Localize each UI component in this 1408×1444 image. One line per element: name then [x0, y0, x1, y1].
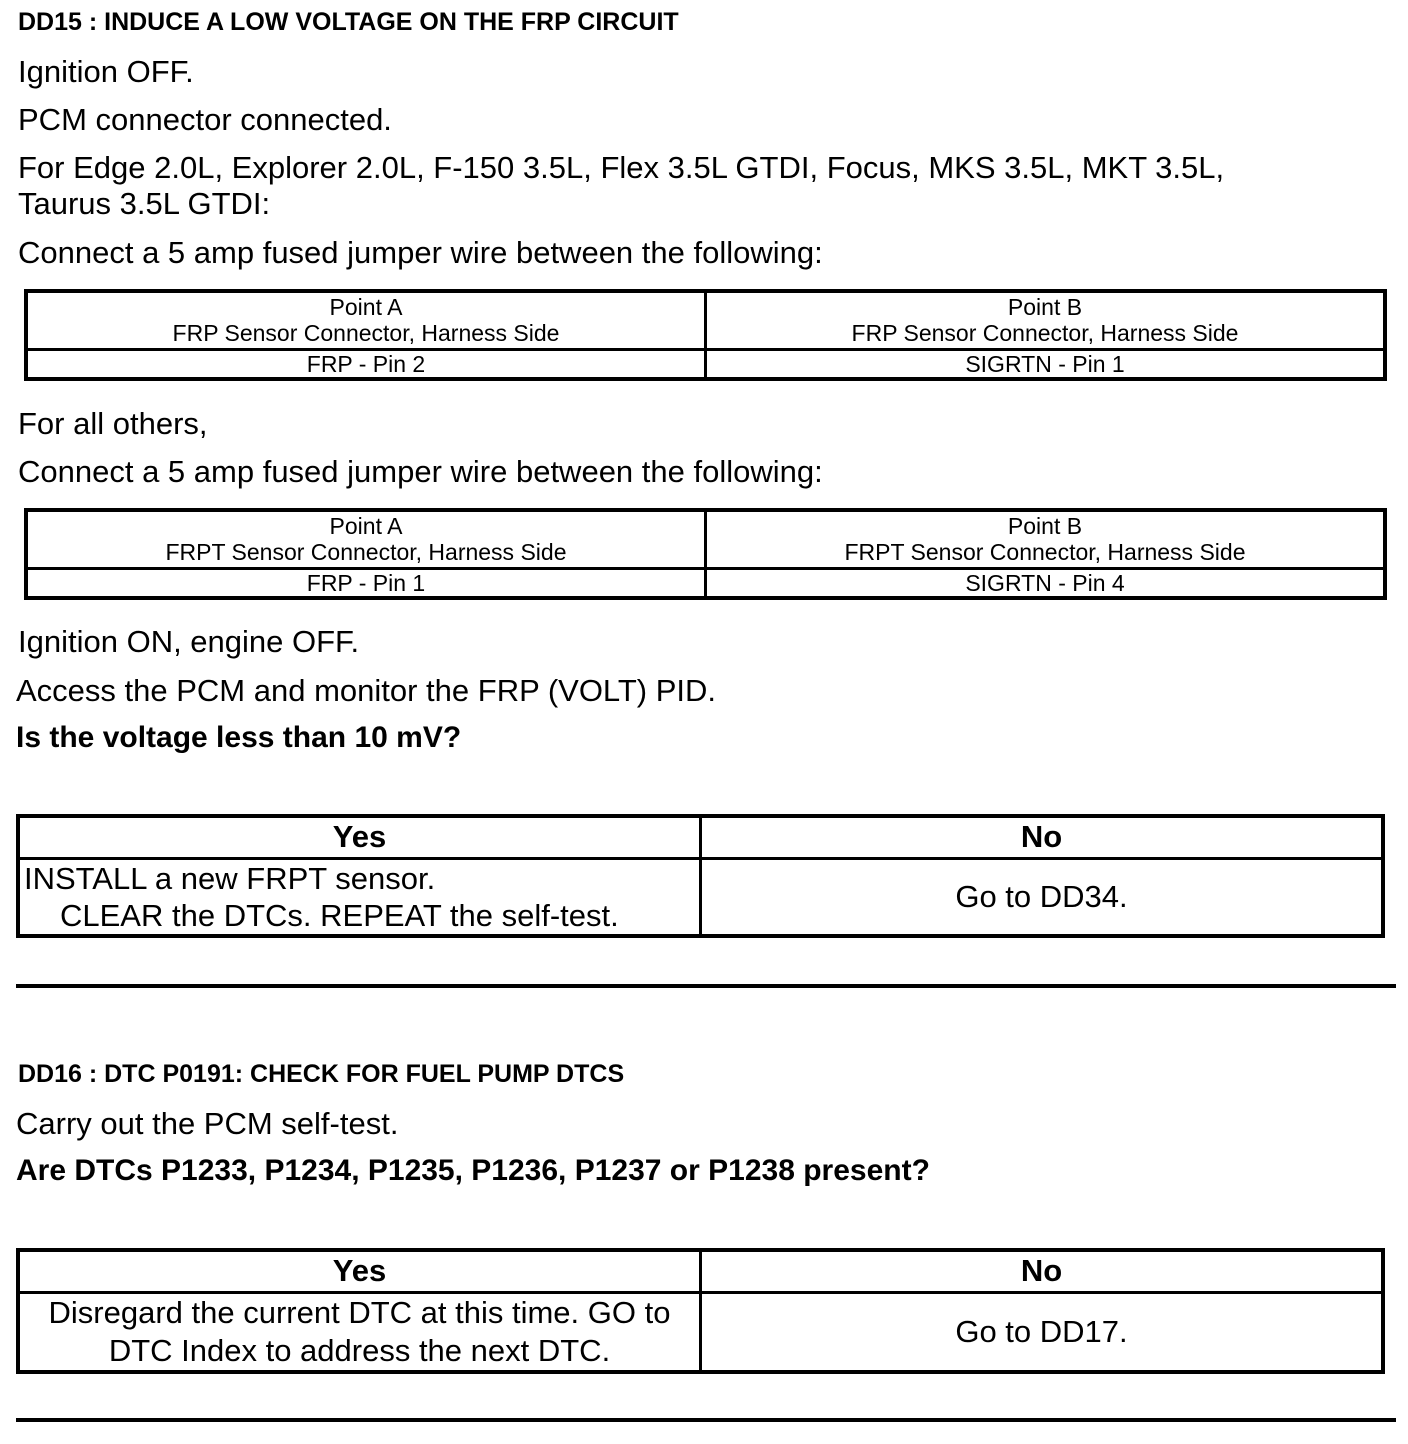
no-header: No [701, 1250, 1384, 1292]
dd15-answer-table [16, 814, 1385, 938]
point-a-header-cell [26, 291, 706, 349]
yes-action [18, 858, 701, 936]
no-header: No [701, 816, 1384, 858]
yes-action-line-2: CLEAR the DTCs. REPEAT the self-test. [60, 897, 619, 933]
dd16-heading: DD16 : DTC P0191: CHECK FOR FUEL PUMP DTCS [18, 1060, 625, 1088]
no-action: Go to DD34. [701, 858, 1384, 936]
dd15-connect-instruction-2: Connect a 5 amp fused jumper wire between the following: [18, 454, 823, 489]
yes-action-line-1: Disregard the current DTC at this time. GO to [48, 1294, 671, 1330]
dd15-step-pcm-connected: PCM connector connected. [18, 102, 392, 137]
section-divider [16, 984, 1396, 988]
section-divider [16, 1418, 1396, 1422]
dd15-step-monitor-pid: Access the PCM and monitor the FRP (VOLT) PID. [16, 673, 717, 708]
dd15-step-ignition-off: Ignition OFF. [18, 54, 194, 89]
point-b-pin: SIGRTN - Pin 1 [706, 349, 1386, 379]
no-action: Go to DD17. [701, 1292, 1384, 1372]
dd15-pin-table-2 [24, 508, 1387, 600]
point-a-header-cell [26, 510, 706, 568]
point-a-label: Point A [329, 294, 403, 321]
point-b-label: Point B [1007, 513, 1083, 540]
point-b-label: Point B [1007, 294, 1083, 321]
point-a-connector: FRPT Sensor Connector, Harness Side [165, 539, 567, 566]
dd15-heading: DD15 : INDUCE A LOW VOLTAGE ON THE FRP CIRCUIT [18, 8, 679, 36]
yes-action-line-2: DTC Index to address the next DTC. [108, 1332, 611, 1368]
point-b-header-cell [706, 510, 1386, 568]
dd15-question: Is the voltage less than 10 mV? [16, 721, 462, 754]
dd16-question: Are DTCs P1233, P1234, P1235, P1236, P1237 or P1238 present? [16, 1154, 930, 1187]
point-a-pin: FRP - Pin 1 [26, 568, 706, 598]
dd15-vehicle-list: For Edge 2.0L, Explorer 2.0L, F-150 3.5L, Flex 3.5L GTDI, Focus, MKS 3.5L, MKT 3.5L, [18, 150, 1225, 185]
dd15-step-ignition-on: Ignition ON, engine OFF. [18, 624, 360, 659]
yes-header: Yes [18, 1250, 701, 1292]
dd15-vehicle-list-cont: Taurus 3.5L GTDI: [18, 186, 271, 221]
point-b-connector: FRPT Sensor Connector, Harness Side [844, 539, 1246, 566]
dd15-others-label: For all others, [18, 406, 208, 441]
point-b-pin: SIGRTN - Pin 4 [706, 568, 1386, 598]
point-a-label: Point A [329, 513, 403, 540]
point-a-pin: FRP - Pin 2 [26, 349, 706, 379]
dd16-step-self-test: Carry out the PCM self-test. [16, 1106, 399, 1141]
point-b-header-cell [706, 291, 1386, 349]
dd16-answer-table [16, 1248, 1385, 1374]
point-b-connector: FRP Sensor Connector, Harness Side [851, 320, 1239, 347]
dd15-pin-table-1 [24, 289, 1387, 381]
yes-action-line-1: INSTALL a new FRPT sensor. [24, 860, 436, 896]
yes-header: Yes [18, 816, 701, 858]
point-a-connector: FRP Sensor Connector, Harness Side [172, 320, 560, 347]
yes-action [18, 1292, 701, 1372]
dd15-connect-instruction: Connect a 5 amp fused jumper wire between the following: [18, 235, 823, 270]
